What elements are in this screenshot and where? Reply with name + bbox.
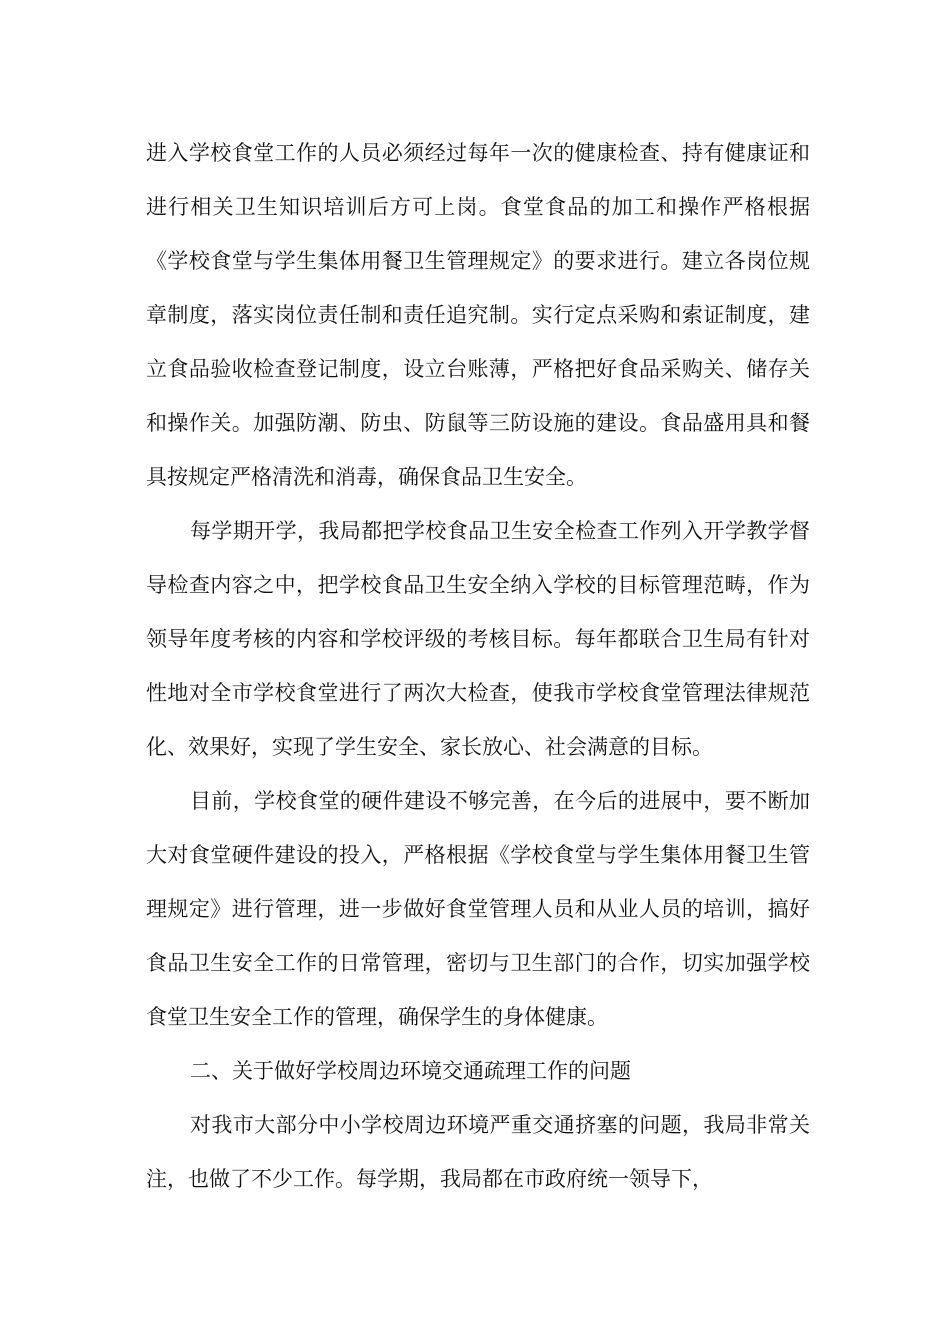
paragraph-hardware-improvement: 目前，学校食堂的硬件建设不够完善，在今后的进展中，要不断加大对食堂硬件建设的投入，严格根据《学校食堂与学生集体用餐卫生管理规定》进行管理，进一步做好食堂管理人员和从业人员的培训，搞好食品卫生安全工作的日常管理，密切与卫生部门的合作，切实加强学校食堂卫生安全工作的管理，确保学生的身体健康。 (146, 789, 810, 1029)
paragraph-canteen-staff: 进入学校食堂工作的人员必须经过每年一次的健康检查、持有健康证和进行相关卫生知识培训后方可上岗。食堂食品的加工和操作严格根据《学校食堂与学生集体用餐卫生管理规定》的要求进行。建立各岗位规章制度，落实岗位责任制和责任追究制。实行定点采购和索证制度，建立食品验收检查登记制度，设立台账薄，严格把好食品采购关、储存关和操作关。加强防潮、防虫、防鼠等三防设施的建设。食品盛用具和餐具按规定严格清洗和消毒，确保食品卫生安全。 (146, 141, 810, 489)
section-heading-traffic: 二、关于做好学校周边环境交通疏理工作的问题 (190, 1059, 631, 1083)
paragraph-semester-inspection: 每学期开学，我局都把学校食品卫生安全检查工作列入开学教学督导检查内容之中，把学校食品卫生安全纳入学校的目标管理范畴，作为领导年度考核的内容和学校评级的考核目标。每年都联合卫生局有针对性地对全市学校食堂进行了两次大检查，使我市学校食堂管理法律规范化、效果好，实现了学生安全、家长放心、社会满意的目标。 (146, 519, 810, 759)
paragraph-traffic-congestion: 对我市大部分中小学校周边环境严重交通挤塞的问题，我局非常关注，也做了不少工作。每学期，我局都在市政府统一领导下， (146, 1113, 810, 1191)
document-body (146, 126, 810, 1206)
